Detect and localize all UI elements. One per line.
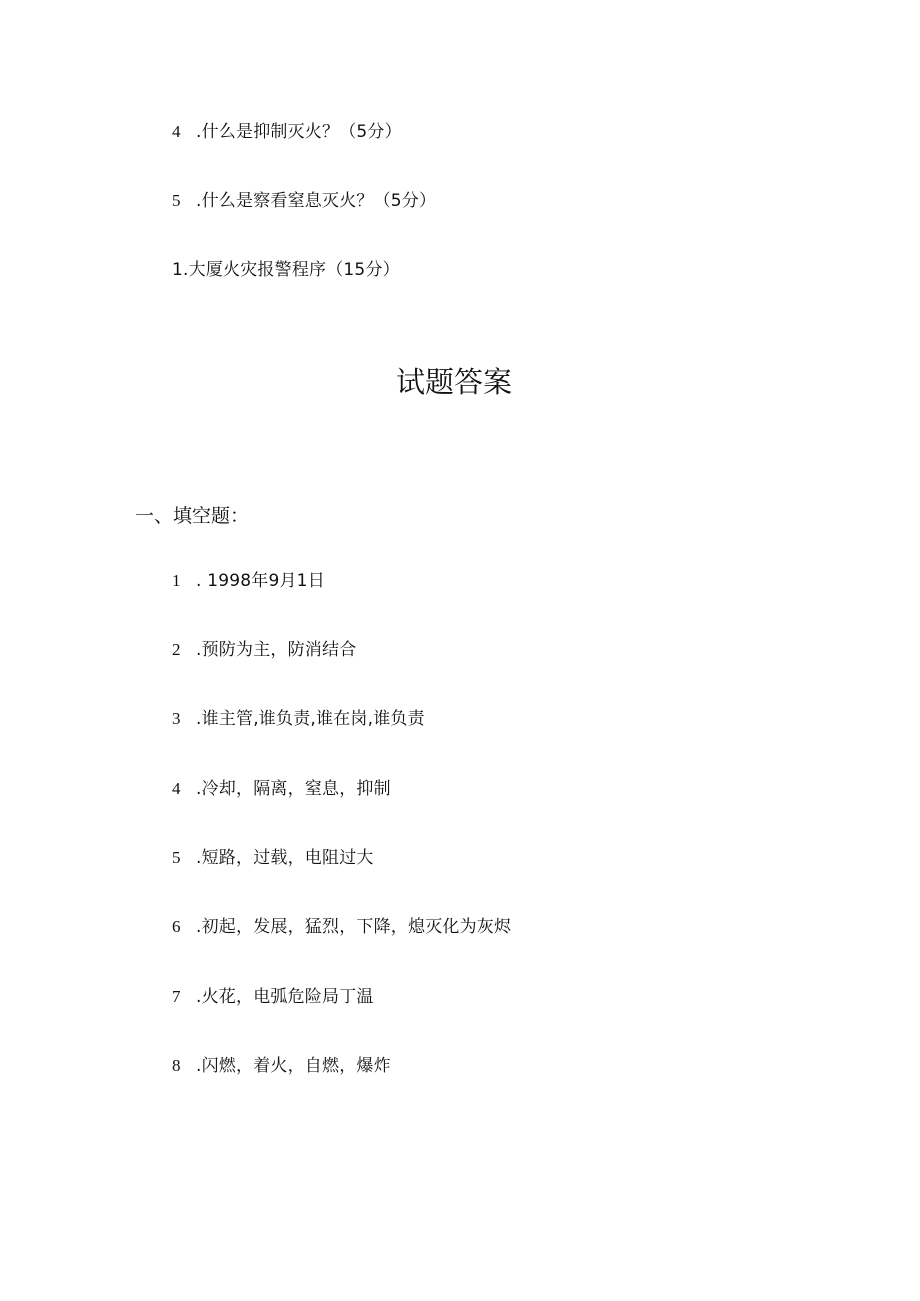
answer-item	[172, 986, 374, 1008]
question-item	[172, 190, 436, 212]
answer-item	[172, 639, 356, 661]
question-text: 1.大厦火灾报警程序（15分）	[172, 260, 400, 280]
answer-text: .谁主管,谁负责,谁在岗,谁负责	[196, 709, 425, 729]
answer-text: .闪燃，着火，自燃，爆炸	[196, 1056, 391, 1076]
answer-number: 6	[172, 917, 181, 936]
answer-item	[172, 778, 391, 800]
answer-number: 8	[172, 1056, 181, 1075]
question-item	[172, 259, 400, 281]
answer-number: 3	[172, 709, 181, 728]
answer-item	[172, 847, 374, 869]
answer-number: 1	[172, 571, 181, 590]
question-number: 5	[172, 191, 181, 210]
answer-number: 5	[172, 848, 181, 867]
answer-text: .初起，发展，猛烈，下降，熄灭化为灰烬	[196, 917, 512, 937]
answer-text: . 1998年9月1日	[196, 571, 325, 591]
answer-number: 2	[172, 640, 181, 659]
question-text: .什么是抑制灭火？（5分）	[196, 122, 402, 142]
answer-item	[172, 708, 425, 730]
answer-text: .短路，过载，电阻过大	[196, 848, 374, 868]
answer-item	[172, 916, 511, 938]
answer-number: 4	[172, 779, 181, 798]
answer-text: .火花，电弧危险局丁温	[196, 987, 374, 1007]
answer-item	[172, 570, 325, 592]
answers-title: 试题答案	[395, 365, 512, 399]
answer-text: .冷却，隔离，窒息，抑制	[196, 779, 391, 799]
answer-item	[172, 1055, 391, 1077]
answer-text: .预防为主，防消结合	[196, 640, 357, 660]
section-heading: 一、填空题：	[135, 505, 250, 527]
question-text: .什么是察看窒息灭火？（5分）	[196, 191, 437, 211]
question-number: 4	[172, 122, 181, 141]
question-item	[172, 121, 402, 143]
answer-number: 7	[172, 987, 181, 1006]
